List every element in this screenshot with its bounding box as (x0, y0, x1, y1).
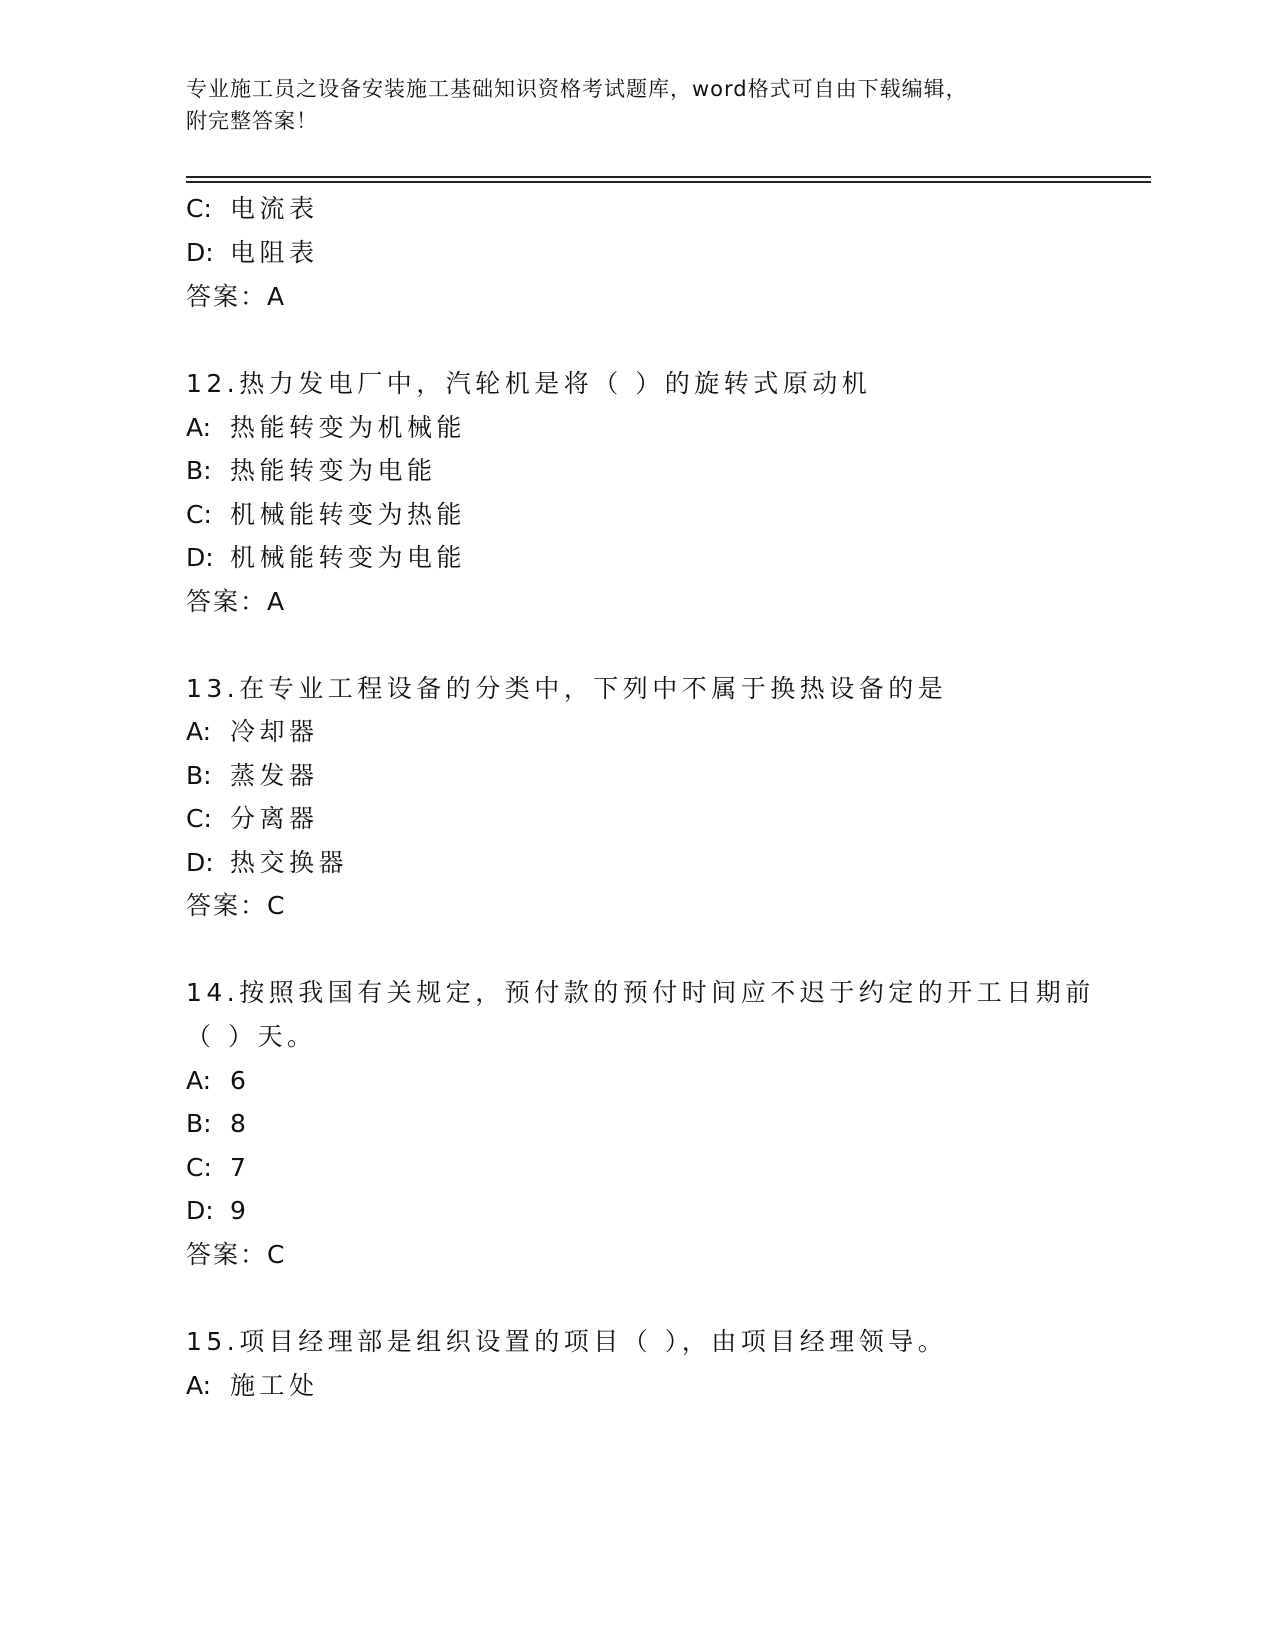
option-text: 施工处 (230, 1371, 319, 1400)
option-letter: D: (186, 1196, 214, 1225)
option-c (186, 804, 319, 834)
option-text: 分离器 (230, 804, 319, 833)
option-c (186, 1153, 250, 1183)
option-letter: B: (186, 1109, 212, 1138)
option-a (186, 413, 466, 443)
option-b (186, 456, 437, 486)
option-letter: D: (186, 543, 214, 572)
option-letter: B: (186, 761, 212, 790)
question-stem: 12.热力发电厂中，汽轮机是将（ ）的旋转式原动机 (186, 369, 872, 398)
option-letter: C: (186, 194, 212, 223)
option-d (186, 543, 466, 573)
option-text: 电阻表 (230, 238, 319, 267)
question-stem: 13.在专业工程设备的分类中，下列中不属于换热设备的是 (186, 674, 948, 703)
question-stem-line2: （ ）天。 (186, 1022, 317, 1051)
option-b (186, 1109, 250, 1139)
option-text: 6 (230, 1066, 251, 1095)
option-b (186, 761, 319, 791)
option-d (186, 238, 319, 268)
option-text: 7 (230, 1153, 251, 1182)
option-letter: A: (186, 1066, 212, 1095)
option-d (186, 1196, 250, 1226)
header-divider-top (186, 176, 1151, 178)
answer-value: A (267, 282, 286, 311)
option-text: 8 (230, 1109, 251, 1138)
option-text: 机械能转变为电能 (230, 543, 467, 572)
option-text: 蒸发器 (230, 761, 319, 790)
answer-label: 答案： (186, 587, 268, 616)
option-c (186, 194, 319, 224)
answer-value: A (267, 587, 286, 616)
option-text: 冷却器 (230, 717, 319, 746)
answer-value: C (267, 1240, 286, 1269)
option-letter: C: (186, 804, 212, 833)
option-letter: A: (186, 717, 212, 746)
option-text: 热能转变为电能 (230, 456, 437, 485)
option-letter: A: (186, 413, 212, 442)
option-c (186, 500, 466, 530)
answer-line (186, 282, 286, 312)
header-title-line2: 附完整答案！ (186, 109, 318, 133)
option-letter: D: (186, 848, 214, 877)
option-letter: A: (186, 1371, 212, 1400)
answer-line (186, 1240, 286, 1270)
answer-label: 答案： (186, 282, 268, 311)
option-a (186, 1371, 319, 1401)
option-letter: C: (186, 1153, 212, 1182)
answer-label: 答案： (186, 891, 268, 920)
header-title-line1: 专业施工员之设备安装施工基础知识资格考试题库，word格式可自由下载编辑， (186, 77, 968, 101)
option-letter: C: (186, 500, 212, 529)
answer-line (186, 891, 286, 921)
document-header (186, 73, 1086, 137)
option-letter: B: (186, 456, 212, 485)
option-d (186, 848, 348, 878)
option-text: 热能转变为机械能 (230, 413, 467, 442)
option-a (186, 1066, 250, 1096)
question-stem-line1: 14.按照我国有关规定，预付款的预付时间应不迟于约定的开工日期前 (186, 978, 1095, 1007)
header-divider-bottom (186, 181, 1151, 183)
question-stem: 15.项目经理部是组织设置的项目（ ），由项目经理领导。 (186, 1327, 948, 1356)
answer-line (186, 587, 286, 617)
option-letter: D: (186, 238, 214, 267)
option-text: 机械能转变为热能 (230, 500, 467, 529)
option-text: 热交换器 (230, 848, 349, 877)
option-text: 电流表 (230, 194, 319, 223)
answer-value: C (267, 891, 286, 920)
option-a (186, 717, 319, 747)
answer-label: 答案： (186, 1240, 268, 1269)
option-text: 9 (230, 1196, 251, 1225)
